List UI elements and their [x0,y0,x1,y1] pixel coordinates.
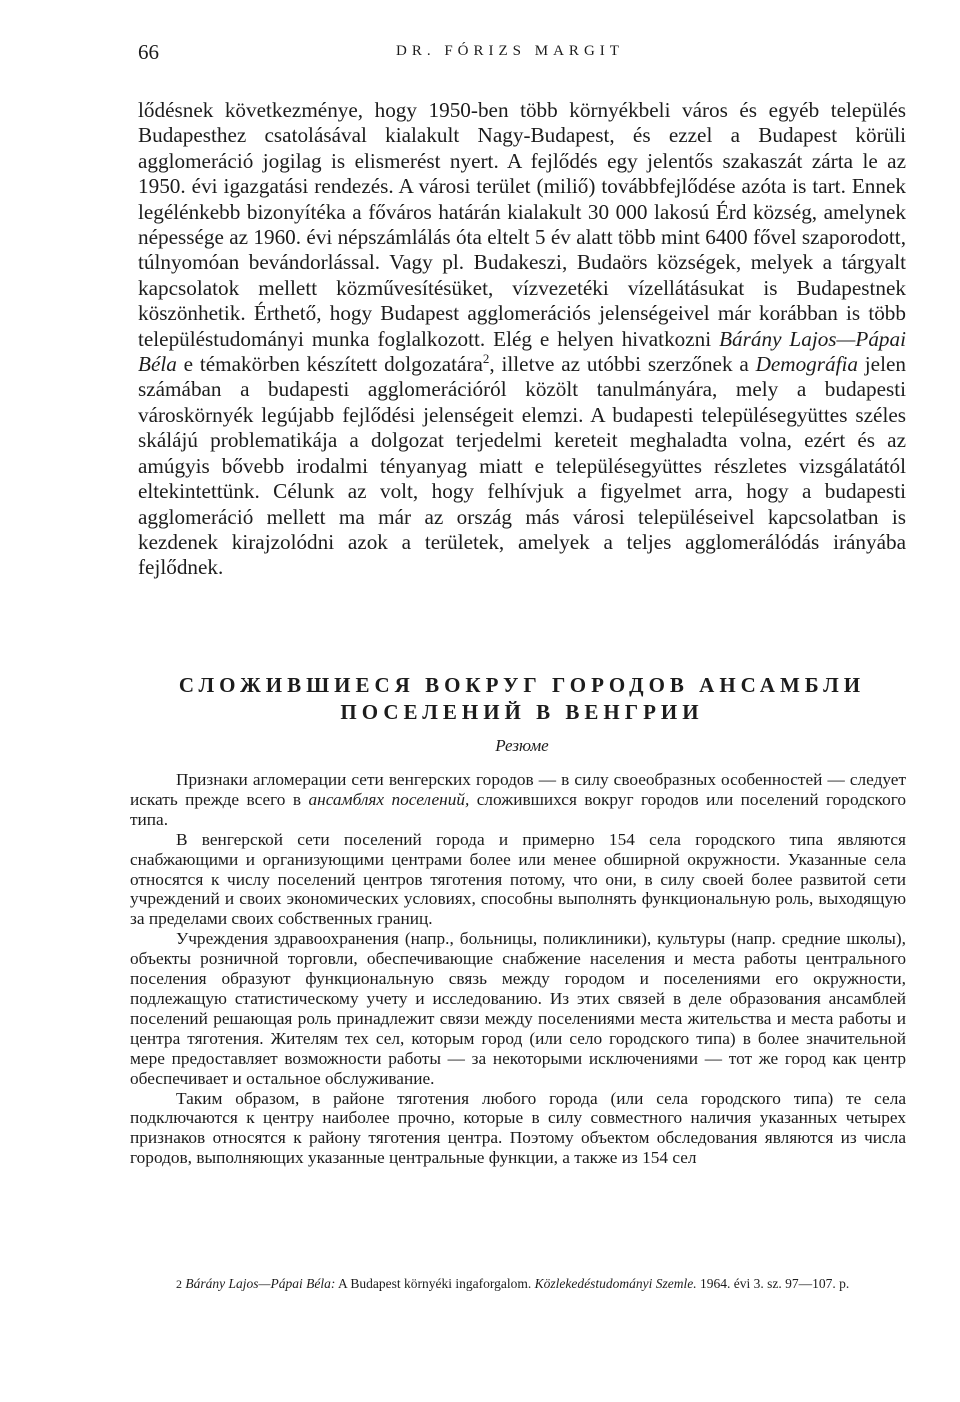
footnote-journal: Közlekedéstudományi Szemle. [534,1276,697,1291]
page-header [138,40,906,70]
russian-summary [130,770,906,1168]
ru-p1-text-b: сложившихся вокруг городов или поселений городского типа. [130,789,907,829]
ru-paragraph-1 [130,770,906,830]
ru-paragraph-2: В венгерской сети поселений города и примерно 154 села городского типа являются снабжающими и организующими центрами более или менее обширной окружности. Указанные села относятся к числу поселений центров тяготения потому, что они, в силу своей более развитой сети учреждений и своих экономических условиях, способны выполнять функциональную роль, выходящую за пределами своих собственных границ. [130,829,906,929]
footnote [130,1275,906,1293]
hu-text-part1: lődésnek következménye, hogy 1950-ben több környékbeli város és egyéb település Budapesthez csatolásával kialakult Nagy-Budapest, és ezzel a Budapest körüli agglomeráció jogilag is elismerést nyert. A fejlődés egy jelentős szakaszát zárta le az 1950. évi igazgatási rendezés. A városi terület (miliő) továbbfejlődése azóta is tart. Ennek legélénkebb bizonyítéka a főváros határán kialakult 30 000 lakosú Érd község, amelynek népessége az 1960. évi népszámlálás óta eltelt 5 év alatt több mint 6400 fővel szaporodott, túlnyomóan bevándorlással. Vagy pl. Budakeszi, Budaörs községek, melyek a tárgyalt kapcsolatok mellett közművesítésüket, vízvezetéki vízellátásukat is Budapestnek köszönhetik. Érthető, hogy Budapest agglomerációs jelenségeivel már korábban is több településtudományi munka foglalkozott. Elég e helyen hivatkozni [138,98,906,351]
hu-italic-journal: Demográfia [755,352,858,377]
hu-text-part3: , illetve az utóbbi szerzőnek a [489,352,756,377]
ru-paragraph-4: Таким образом, в районе тяготения любого города (или села городского типа) те села подключаются к центру наиболее прочно, которые в силу совместного наличия указанных четырех признаков относятся к району тяготения центра. Поэтому объектом обследования являются из числа городов, выполняющих указанные центральные функции, а также из 154 сел [130,1088,906,1168]
footnote-reference: 2 [482,351,490,366]
page-number: 66 [138,40,159,64]
russian-title-line2: ПОСЕЛЕНИЙ В ВЕНГРИИ [340,700,704,724]
footnote-text: A Budapest környéki ingaforgalom. [335,1276,535,1291]
russian-subtitle: Резюме [495,736,549,755]
russian-title-line1: СЛОЖИВШИЕСЯ ВОКРУГ ГОРОДОВ АНСАМБЛИ [178,673,866,697]
hu-italic-authors: Bárány Lajos—Pápai Béla [138,326,906,377]
hu-text-part2: e témakörben készített dolgozatára [176,352,483,377]
hungarian-body-paragraph [138,98,906,581]
ru-p1-text-a: Признаки агломерации сети венгерских городов — в силу своеобразных особенностей — следует искать прежде всего в [130,770,906,809]
running-head: DR. FÓRIZS MARGIT [396,43,624,59]
ru-p1-italic: ансамблях поселений, [308,789,470,809]
footnote-rest: 1964. évi 3. sz. 97—107. p. [696,1276,850,1291]
hu-text-part4: jelen számában a budapesti agglomerációról közölt tanulmányára, mely a budapesti városkörnyék legújabb fejlődési jelenségeit elemzi. A budapesti településegyüttes széles skálájú problematikája a dolgozat terjedelmi kereteit meghaladta volna, ezért és az amúgyis bővebb irodalmi tényanyag miatt e településegyüttes részletes vizsgálatától eltekintettünk. Célunk az volt, hogy felhívjuk a figyelmet arra, hogy a budapesti agglomeráció mellett ma már az ország más városi településeivel kapcsolatban is kezdenek kirajzolódni azok a területek, amelyek a teljes agglomerálódás irányába fejlődnek. [138,352,906,580]
russian-title [138,672,906,726]
ru-paragraph-3: Учреждения здравоохранения (напр., больницы, поликлиники), культуры (напр. средние школы), объекты розничной торговли, обеспечивающие снабжение населения и места работы центрального поселения образуют функциональную связь между городом и поселениями его окружности, подлежащую статистическому учету и исследованию. Из этих связей в деле образования ансамблей поселений решающая роль принадлежит связи между поселениями места жительства и места работы и центра тяготения. Жителям тех сел, которым город (или село городского типа) в более значительной мере предоставляет возможности работы — за некоторыми исключениями — тот же город как центр обеспечивает и остальное обслуживание. [130,929,906,1088]
footnote-authors: Bárány Lajos—Pápai Béla: [185,1276,336,1291]
footnote-mark: 2 [176,1277,182,1291]
